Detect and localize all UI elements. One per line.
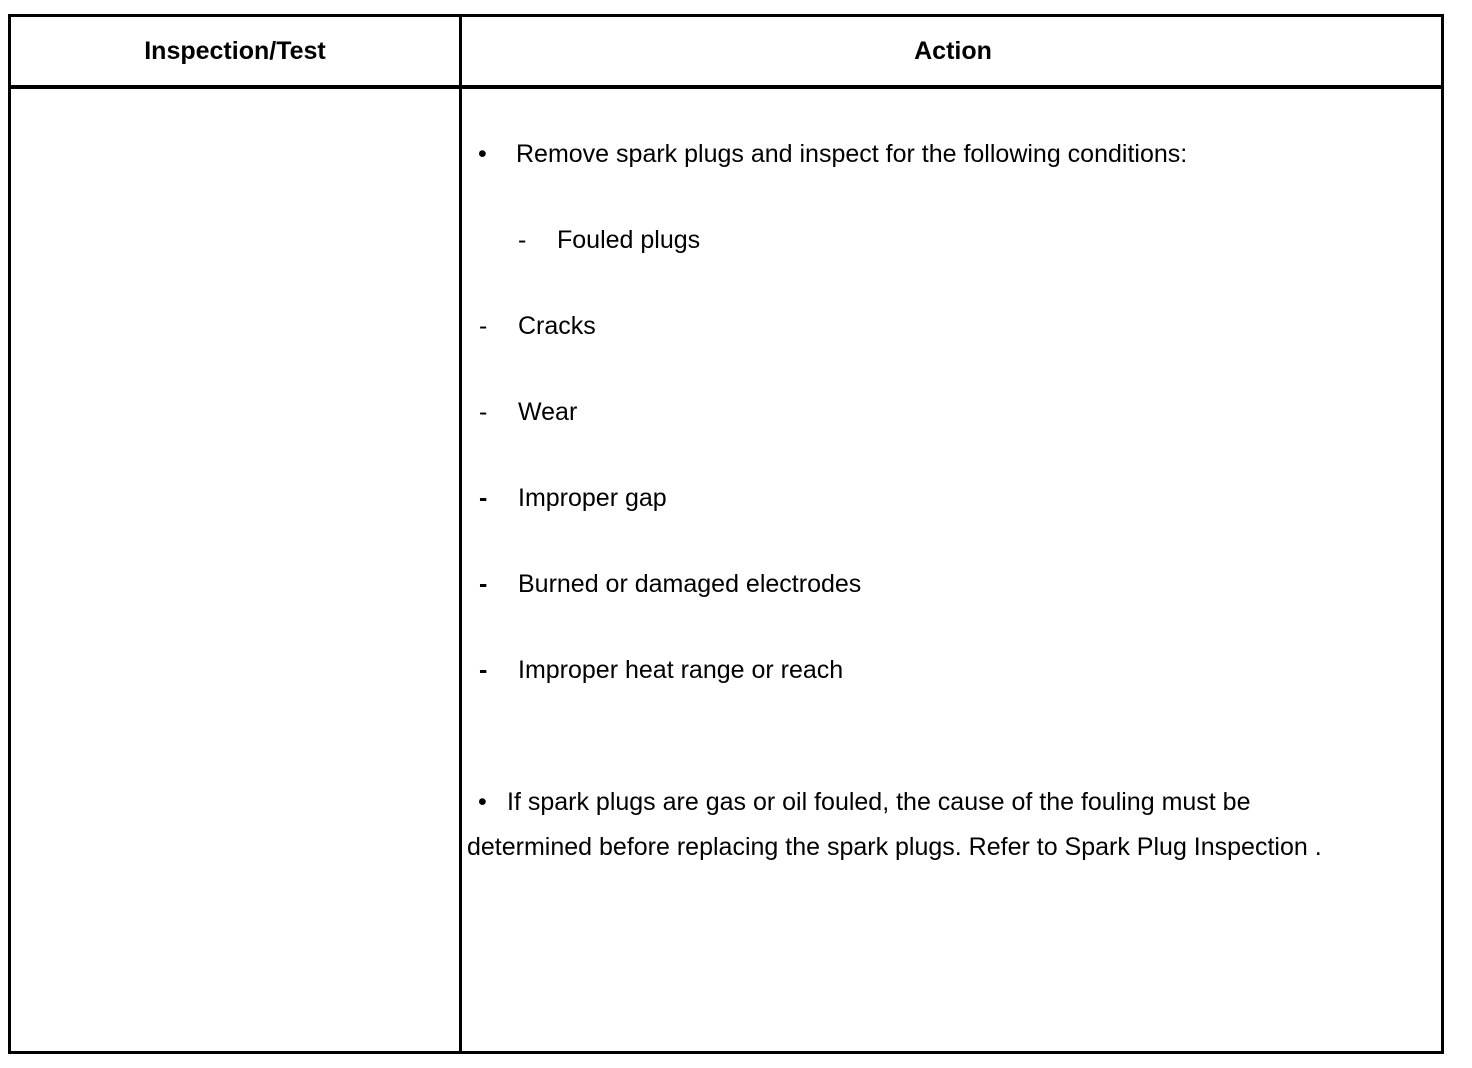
action-item-text: Cracks bbox=[518, 312, 596, 340]
dash-marker: - bbox=[479, 398, 488, 426]
bullet-marker: • bbox=[478, 140, 487, 168]
bullet-marker: • bbox=[478, 788, 487, 816]
dash-marker: - bbox=[479, 484, 488, 512]
header-action: Action bbox=[914, 36, 992, 65]
dash-marker: - bbox=[479, 570, 488, 598]
column-divider bbox=[459, 17, 462, 1051]
dash-marker: - bbox=[518, 226, 527, 254]
action-item-text: Improper heat range or reach bbox=[518, 656, 844, 684]
action-item-text: Improper gap bbox=[518, 484, 667, 512]
header-divider bbox=[11, 85, 1441, 89]
action-item-text: Burned or damaged electrodes bbox=[518, 570, 862, 598]
header-inspection-test: Inspection/Test bbox=[144, 36, 326, 65]
dash-marker: - bbox=[479, 312, 488, 340]
inspection-table bbox=[8, 14, 1444, 1054]
dash-marker: - bbox=[479, 656, 488, 684]
note-text: If spark plugs are gas or oil fouled, the cause of the fouling must be determined before replacing the spark plugs. Refer to Spark Plug Inspection . bbox=[467, 788, 1322, 861]
action-item-text: Wear bbox=[518, 398, 578, 426]
action-item-text: Fouled plugs bbox=[557, 226, 701, 254]
action-item-text: Remove spark plugs and inspect for the following conditions: bbox=[516, 140, 1188, 168]
fouling-note bbox=[467, 780, 1347, 869]
